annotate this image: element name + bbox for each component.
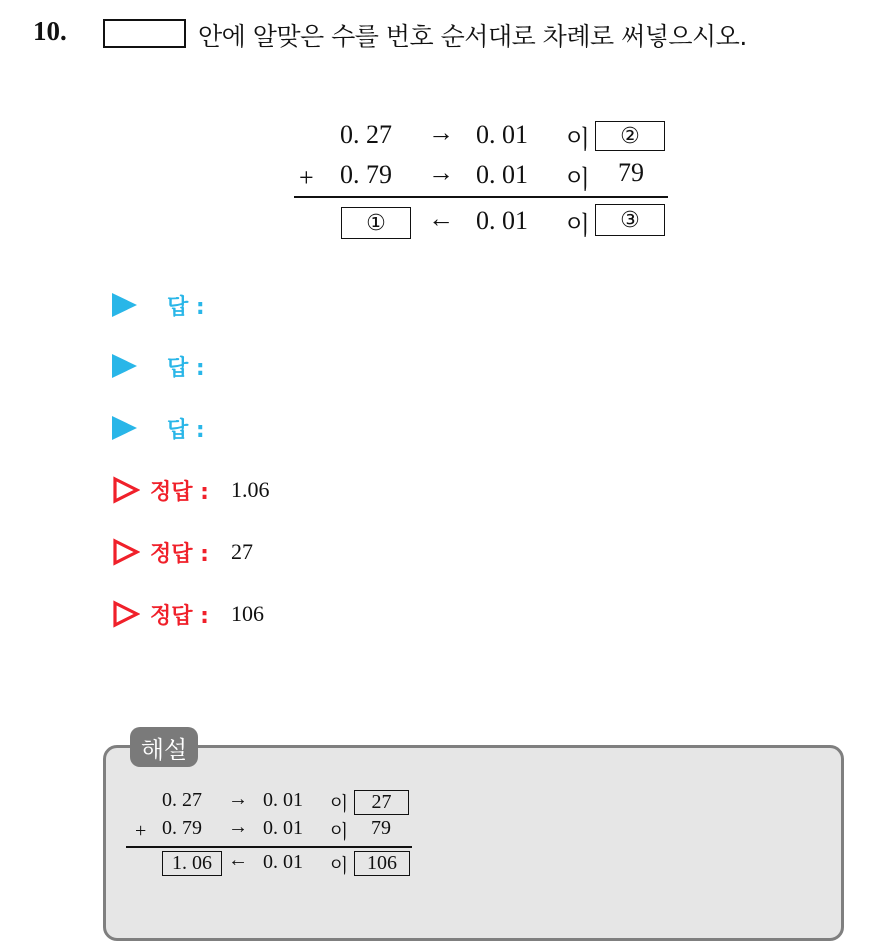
problem-row2-count: 79 — [618, 158, 644, 187]
answer-label: 답 : — [167, 355, 205, 381]
explanation-row1-value: 0. 27 — [162, 789, 202, 811]
right-arrow-icon: → — [428, 158, 454, 187]
correct-row-1 — [112, 473, 269, 507]
left-arrow-icon: ← — [428, 204, 454, 233]
explanation-row1-unit: 0. 01 — [263, 789, 303, 811]
correct-value: 1.06 — [230, 477, 270, 502]
blank-box-1: ① — [341, 207, 411, 239]
explanation-row3-word: 이 — [330, 855, 349, 877]
explanation-row3-unit: 0. 01 — [263, 851, 303, 873]
answer-row-1 — [112, 288, 205, 322]
explanation-sum-line — [126, 846, 412, 848]
triangle-bullet-icon — [112, 416, 137, 440]
problem-row2-value: 0. 79 — [340, 160, 392, 189]
correct-row-2 — [112, 535, 253, 569]
correct-value: 106 — [230, 601, 264, 626]
outline-triangle-icon — [112, 476, 140, 504]
correct-label: 정답 : — [150, 603, 209, 629]
blank-box — [103, 19, 186, 48]
question-number: 10. — [33, 16, 67, 46]
right-arrow-icon: → — [228, 816, 248, 838]
explanation-row2-word: 이 — [330, 821, 349, 843]
correct-row-3 — [112, 597, 264, 631]
plus-sign: + — [299, 163, 314, 192]
explanation-row2-unit: 0. 01 — [263, 817, 303, 839]
problem-row1-word: 이 — [566, 125, 591, 154]
question-instruction: 안에 알맞은 수를 번호 순서대로 차례로 써넣으시오. — [198, 22, 747, 51]
blank-box-3: ③ — [595, 204, 665, 236]
explanation-box-1: 1. 06 — [162, 851, 222, 876]
correct-label: 정답 : — [150, 479, 209, 505]
problem-row1-unit: 0. 01 — [476, 120, 528, 149]
outline-triangle-icon — [112, 538, 140, 566]
plus-sign: + — [135, 820, 147, 842]
answer-label: 답 : — [167, 294, 205, 320]
right-arrow-icon: → — [428, 118, 454, 147]
explanation-box-2: 27 — [354, 790, 409, 815]
blank-box-2: ② — [595, 121, 665, 151]
answer-label: 답 : — [167, 417, 205, 443]
triangle-bullet-icon — [112, 354, 137, 378]
correct-value: 27 — [230, 539, 253, 564]
problem-row3-unit: 0. 01 — [476, 206, 528, 235]
outline-triangle-icon — [112, 600, 140, 628]
correct-label: 정답 : — [150, 541, 209, 567]
sum-line — [294, 196, 668, 198]
left-arrow-icon: ← — [228, 849, 248, 871]
explanation-tag: 해설 — [130, 727, 198, 767]
answer-row-3 — [112, 411, 205, 445]
explanation-row2-count: 79 — [371, 817, 391, 839]
answer-row-2 — [112, 349, 205, 383]
triangle-bullet-icon — [112, 293, 137, 317]
problem-row3-word: 이 — [566, 211, 591, 240]
problem-row2-unit: 0. 01 — [476, 160, 528, 189]
right-arrow-icon: → — [228, 788, 248, 810]
explanation-row1-word: 이 — [330, 793, 349, 815]
explanation-box-3: 106 — [354, 851, 410, 876]
explanation-box — [103, 745, 844, 941]
explanation-row2-value: 0. 79 — [162, 817, 202, 839]
problem-row1-value: 0. 27 — [340, 120, 392, 149]
problem-row2-word: 이 — [566, 165, 591, 194]
